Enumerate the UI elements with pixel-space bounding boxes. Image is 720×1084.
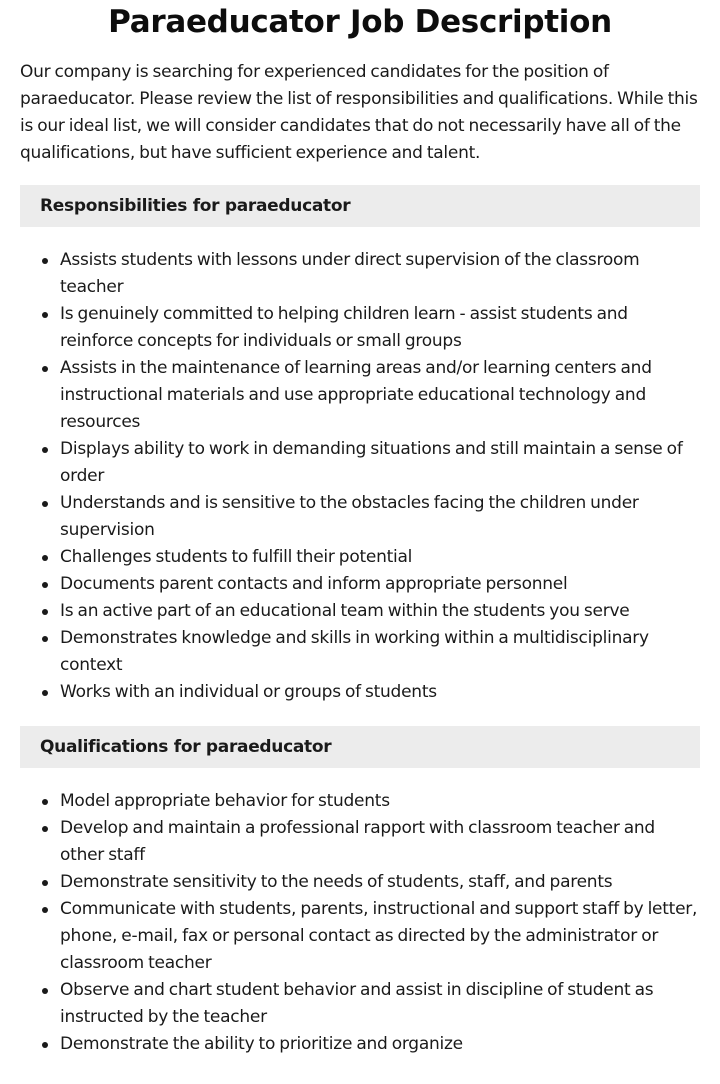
responsibility-item: Demonstrates knowledge and skills in working within a multidisciplinary context <box>60 625 700 679</box>
responsibilities-list <box>20 247 700 706</box>
qualification-item: Demonstrate the ability to prioritize and organize <box>60 1031 700 1058</box>
qualifications-list <box>20 788 700 1058</box>
qualification-item: Demonstrate sensitivity to the needs of students, staff, and parents <box>60 869 700 896</box>
qualification-item: Communicate with students, parents, instructional and support staff by letter, phone, e-mail, fax or personal contact as directed by the administrator or classroom teacher <box>60 896 700 977</box>
page-title: Paraeducator Job Description <box>108 4 612 40</box>
responsibility-item: Documents parent contacts and inform appropriate personnel <box>60 571 700 598</box>
responsibility-item: Assists students with lessons under direct supervision of the classroom teacher <box>60 247 700 301</box>
responsibility-item: Is an active part of an educational team within the students you serve <box>60 598 700 625</box>
responsibilities-header <box>20 185 700 227</box>
qualifications-header <box>20 726 700 768</box>
responsibility-item: Works with an individual or groups of students <box>60 679 700 706</box>
responsibility-item: Understands and is sensitive to the obstacles facing the children under supervision <box>60 490 700 544</box>
qualifications-heading: Qualifications for paraeducator <box>40 737 332 757</box>
responsibility-item: Challenges students to fulfill their potential <box>60 544 700 571</box>
qualification-item: Observe and chart student behavior and assist in discipline of student as instructed by the teacher <box>60 977 700 1031</box>
qualification-item: Develop and maintain a professional rapport with classroom teacher and other staff <box>60 815 700 869</box>
responsibilities-heading: Responsibilities for paraeducator <box>40 196 351 216</box>
qualification-item: Model appropriate behavior for students <box>60 788 700 815</box>
responsibility-item: Displays ability to work in demanding situations and still maintain a sense of order <box>60 436 700 490</box>
intro-paragraph: Our company is searching for experienced candidates for the position of paraeducator. Please review the list of responsibilities and qualifications. While this is our ideal list, we will consider candidates that do not necessarily have all of the qualifications, but have sufficient experience and talent. <box>20 62 698 163</box>
responsibility-item: Is genuinely committed to helping children learn - assist students and reinforce concepts for individuals or small groups <box>60 301 700 355</box>
responsibility-item: Assists in the maintenance of learning areas and/or learning centers and instructional materials and use appropriate educational technology and resources <box>60 355 700 436</box>
